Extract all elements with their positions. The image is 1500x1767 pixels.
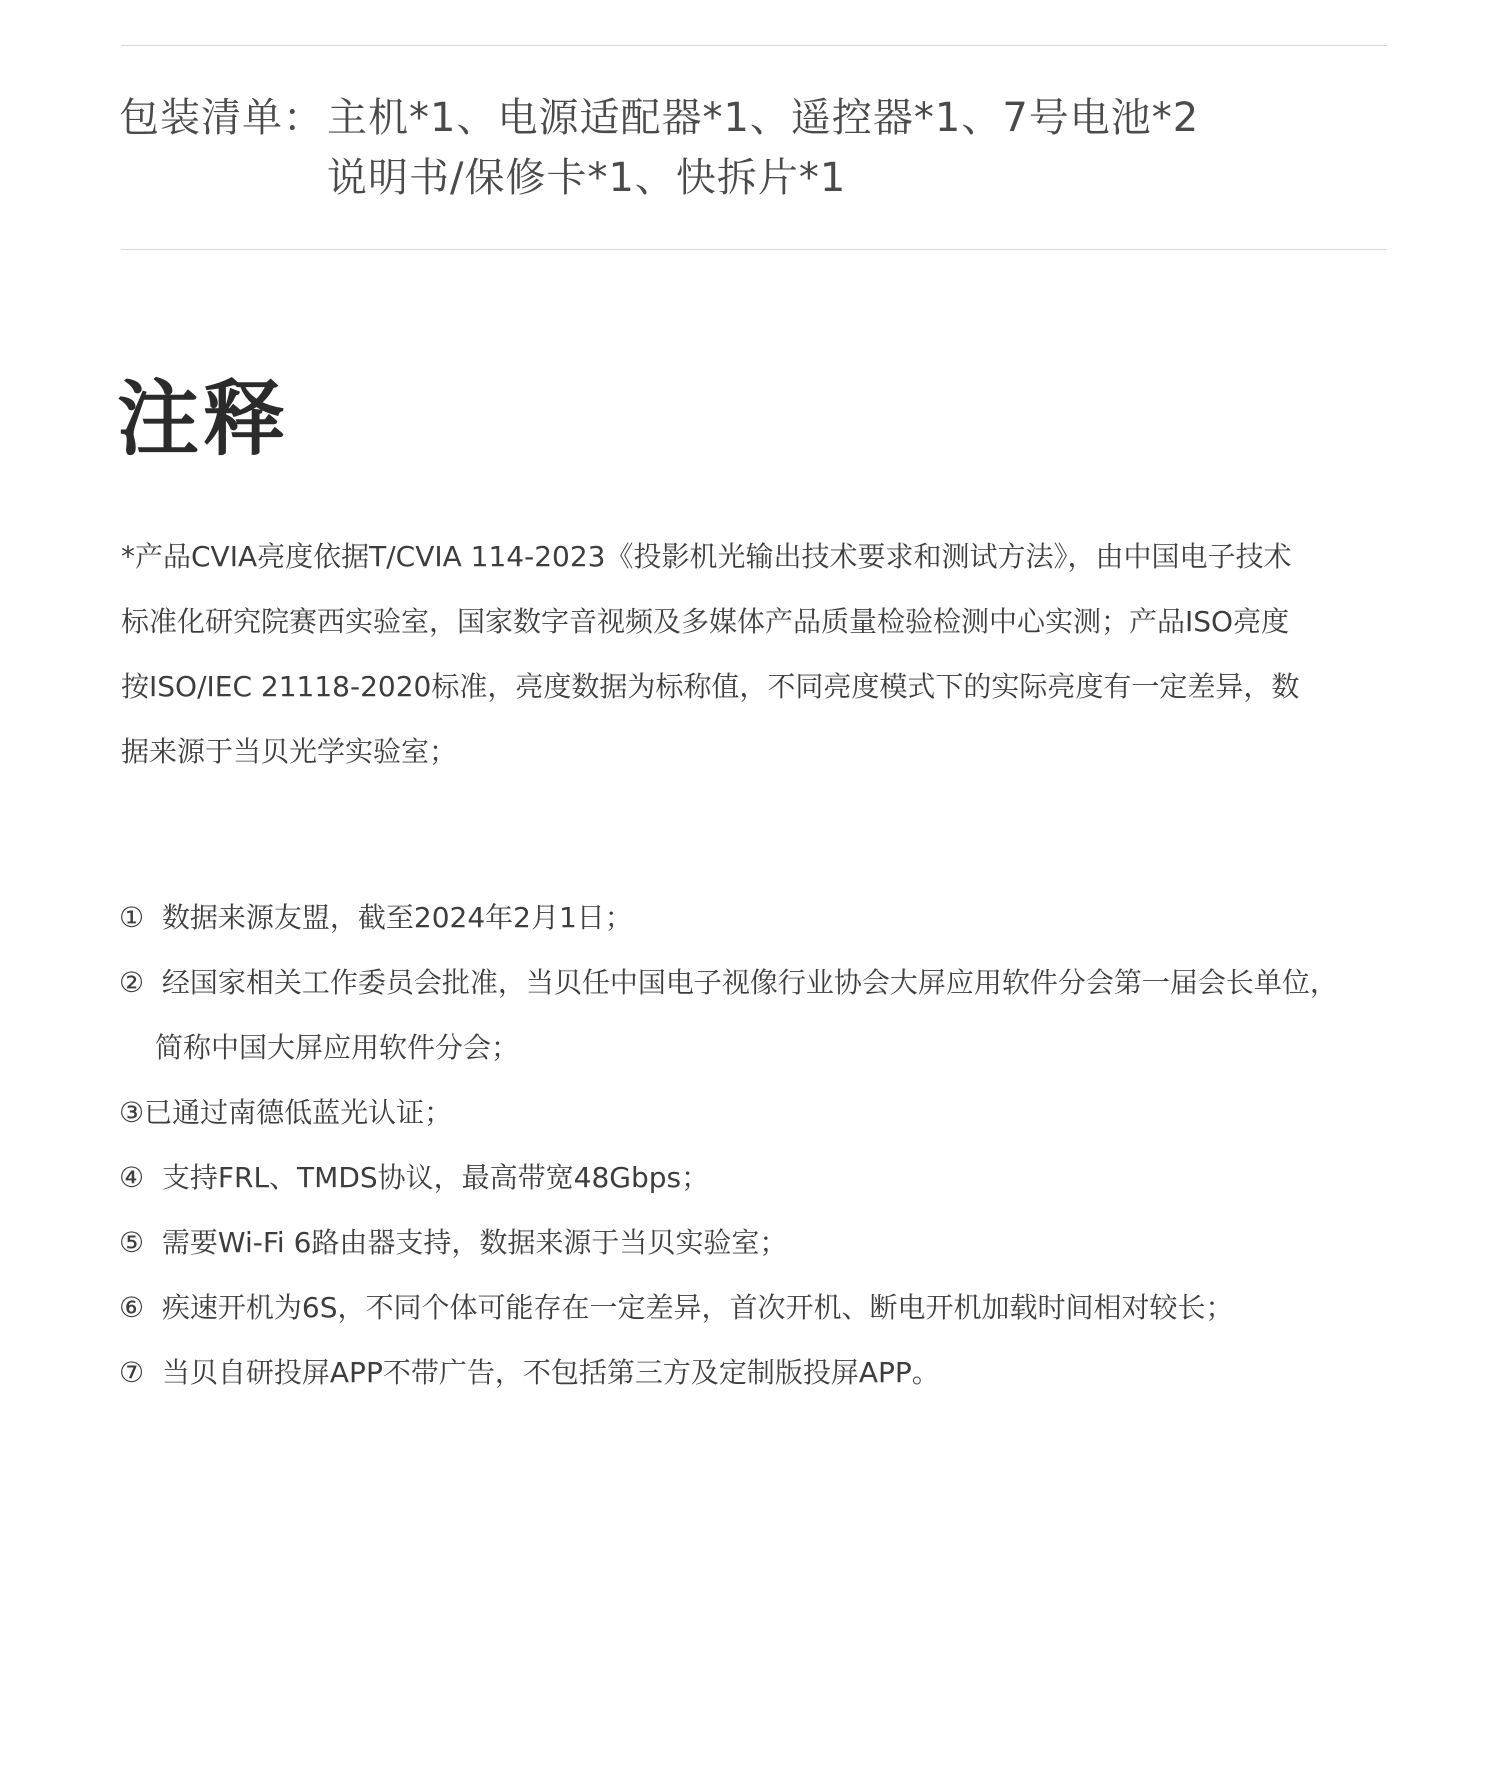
footnote-text: 数据来源友盟，截至2024年2月1日；: [153, 901, 633, 934]
disclaimer-line: 标准化研究院赛西实验室，国家数字音视频及多媒体产品质量检验检测中心实测；产品ISO亮度: [121, 605, 1290, 638]
footnote-text: 已通过南德低蓝光认证；: [144, 1096, 453, 1129]
footnote-text: 简称中国大屏应用软件分会；: [155, 1031, 520, 1064]
packing-list-label: 包装清单：: [119, 95, 324, 141]
footnote-5: [119, 1210, 1419, 1275]
footnote-4: [119, 1145, 1419, 1210]
packing-list-line-2: 说明书/保修卡*1、快拆片*1: [327, 155, 847, 201]
footnote-list: [119, 885, 1419, 1405]
footnote-marker: ①: [119, 901, 145, 934]
disclaimer-line: 据来源于当贝光学实验室；: [121, 735, 458, 768]
notes-title: 注释: [117, 372, 290, 467]
packing-list-line-1: 主机*1、电源适配器*1、遥控器*1、7号电池*2: [327, 95, 1200, 141]
brightness-disclaimer: [121, 524, 1391, 784]
footnote-marker: ⑤: [119, 1226, 145, 1259]
footnote-text: 支持FRL、TMDS协议，最高带宽48Gbps；: [153, 1161, 710, 1194]
disclaimer-line: 按ISO/IEC 21118-2020标准，亮度数据为标称值，不同亮度模式下的实际亮度有一定差异，数: [121, 670, 1300, 703]
footnote-text: 需要Wi-Fi 6路由器支持，数据来源于当贝实验室；: [153, 1226, 788, 1259]
footnote-text: 经国家相关工作委员会批准，当贝任中国电子视像行业协会大屏应用软件分会第一届会长单位，: [153, 966, 1338, 999]
footnote-2: [119, 950, 1419, 1015]
disclaimer-line: *产品CVIA亮度依据T/CVIA 114-2023《投影机光输出技术要求和测试方法》，由中国电子技术: [121, 540, 1292, 573]
footnote-marker: ⑥: [119, 1291, 145, 1324]
footnote-2-continuation: [119, 1015, 1419, 1080]
footnote-1: [119, 885, 1419, 950]
footnote-3: [119, 1080, 1419, 1145]
footnote-6: [119, 1275, 1419, 1340]
footnote-text: 当贝自研投屏APP不带广告，不包括第三方及定制版投屏APP。: [153, 1356, 940, 1389]
footnote-7: [119, 1340, 1419, 1405]
top-divider: [121, 45, 1387, 46]
bottom-divider: [121, 249, 1387, 250]
footnote-marker: ⑦: [119, 1356, 145, 1389]
footnote-marker: ②: [119, 966, 145, 999]
footnote-text: 疾速开机为6S，不同个体可能存在一定差异，首次开机、断电开机加载时间相对较长；: [153, 1291, 1234, 1324]
footnote-marker: ③: [119, 1096, 145, 1129]
footnote-marker: ④: [119, 1161, 145, 1194]
